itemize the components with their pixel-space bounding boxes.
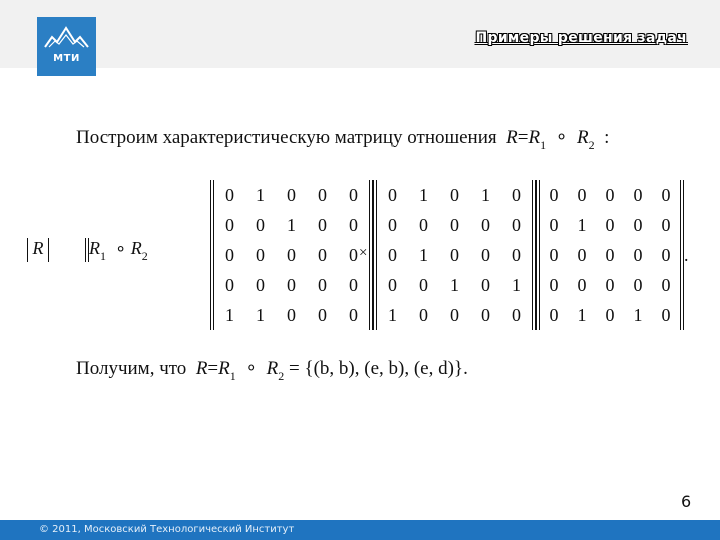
matrix-row bbox=[540, 210, 680, 240]
logo-text: МТИ bbox=[53, 53, 80, 64]
matrix-cell: 0 bbox=[256, 274, 265, 295]
matrix-cell: 1 bbox=[256, 184, 265, 205]
slide-title: Примеры решения задач bbox=[475, 30, 687, 46]
matrix-cell: 0 bbox=[287, 244, 296, 265]
matrix-cell: 0 bbox=[256, 214, 265, 235]
matrix-cell: 0 bbox=[605, 184, 615, 205]
matrix-cell: 1 bbox=[633, 304, 643, 325]
matrix-cell: 0 bbox=[549, 184, 559, 205]
result-formula: $R=R_1$ ∘ $R_2$ = bbox=[195, 358, 300, 383]
end-dot: . bbox=[684, 245, 689, 265]
matrix-row bbox=[540, 240, 680, 270]
intro-text: Построим характеристическую матрицу отношения bbox=[76, 127, 497, 148]
matrix-cell: 0 bbox=[450, 214, 459, 235]
matrix-cell: 0 bbox=[605, 244, 615, 265]
intro-line bbox=[76, 126, 610, 152]
matrix-cell: 1 bbox=[512, 274, 521, 295]
page-number: 6 bbox=[681, 492, 692, 511]
matrix-cell: 0 bbox=[661, 244, 671, 265]
matrix-cell: 0 bbox=[577, 244, 587, 265]
matrix-cell: 0 bbox=[605, 274, 615, 295]
matrix-cell: 0 bbox=[512, 184, 521, 205]
matrix-cell: 0 bbox=[633, 274, 643, 295]
matrix-cell: 0 bbox=[318, 244, 327, 265]
result-line: Получим, что $R=R_1$ ∘ $R_2 = \{(b$, b), (e, b), (e, d)}. bbox=[76, 358, 468, 383]
matrix-row bbox=[214, 270, 369, 300]
matrix-cell: 0 bbox=[388, 244, 397, 265]
matrix-cell: 1 bbox=[577, 304, 587, 325]
matrix-cell: 1 bbox=[481, 184, 490, 205]
matrix-cell: 1 bbox=[450, 274, 459, 295]
matrix-cell: 0 bbox=[388, 274, 397, 295]
matrix-cell: 0 bbox=[287, 304, 296, 325]
intro-formula: $R=R_1$ ∘ $R_2$ : bbox=[506, 127, 610, 152]
matrix-row bbox=[377, 180, 532, 210]
matrix-equation bbox=[0, 175, 720, 335]
matrix-cell: 0 bbox=[549, 304, 559, 325]
matrix-cell: 0 bbox=[318, 184, 327, 205]
footer-copyright: © 2011, Московский Технологический Институт bbox=[39, 524, 295, 535]
matrix-cell: 0 bbox=[481, 304, 490, 325]
matrix-cell: 0 bbox=[481, 244, 490, 265]
matrix-cell: 0 bbox=[577, 184, 587, 205]
matrix-cell: 0 bbox=[633, 214, 643, 235]
matrix-cell: 0 bbox=[605, 304, 615, 325]
matrix-cell: 0 bbox=[512, 244, 521, 265]
matrix-cell: 0 bbox=[549, 274, 559, 295]
matrix-cell: 1 bbox=[419, 244, 428, 265]
result-text: Получим, что bbox=[76, 358, 187, 379]
matrix-r1 bbox=[210, 180, 373, 330]
matrix-cell: 0 bbox=[287, 184, 296, 205]
matrix-cell: 0 bbox=[481, 214, 490, 235]
matrix-cell: 0 bbox=[549, 214, 559, 235]
matrix-row bbox=[377, 210, 532, 240]
matrix-result bbox=[536, 180, 684, 330]
matrix-cell: 0 bbox=[349, 184, 358, 205]
matrix-cell: 0 bbox=[512, 304, 521, 325]
matrix-cell: 0 bbox=[481, 274, 490, 295]
matrix-cell: 0 bbox=[256, 244, 265, 265]
matrix-cell: 0 bbox=[450, 304, 459, 325]
matrix-row bbox=[540, 180, 680, 210]
matrix-cell: 0 bbox=[605, 214, 615, 235]
matrix-row bbox=[377, 240, 532, 270]
matrix-cell: 0 bbox=[388, 214, 397, 235]
matrix-r2 bbox=[373, 180, 536, 330]
matrix-row bbox=[377, 270, 532, 300]
matrix-cell: 0 bbox=[549, 244, 559, 265]
matrix-cell: 0 bbox=[225, 244, 234, 265]
matrix-cell: 1 bbox=[287, 214, 296, 235]
matrix-row bbox=[214, 210, 369, 240]
matrix-row bbox=[377, 300, 532, 330]
matrix-cell: 0 bbox=[225, 214, 234, 235]
matrix-cell: 0 bbox=[419, 304, 428, 325]
matrix-cell: 0 bbox=[419, 214, 428, 235]
matrix-cell: 0 bbox=[318, 304, 327, 325]
footer-band bbox=[0, 520, 720, 540]
matrix-cell: 0 bbox=[661, 214, 671, 235]
lhs-formula: R $R_1$ ∘ $R_2$ bbox=[27, 238, 148, 262]
matrix-cell: 1 bbox=[388, 304, 397, 325]
matrix-row bbox=[214, 300, 369, 330]
matrix-cell: 0 bbox=[661, 184, 671, 205]
matrix-cell: 0 bbox=[633, 244, 643, 265]
mountain-logo-icon bbox=[37, 17, 96, 76]
matrix-cell: 1 bbox=[419, 184, 428, 205]
matrix-row bbox=[214, 240, 369, 270]
matrix-cell: 0 bbox=[287, 274, 296, 295]
matrix-cell: 0 bbox=[512, 214, 521, 235]
matrix-cell: 0 bbox=[388, 184, 397, 205]
matrix-cell: 0 bbox=[349, 304, 358, 325]
matrix-cell: 0 bbox=[633, 184, 643, 205]
matrix-cell: 0 bbox=[349, 244, 358, 265]
matrix-cell: 0 bbox=[450, 184, 459, 205]
matrix-cell: 0 bbox=[349, 214, 358, 235]
matrix-cell: 0 bbox=[318, 214, 327, 235]
matrix-cell: 1 bbox=[256, 304, 265, 325]
matrix-cell: 1 bbox=[225, 304, 234, 325]
matrix-cell: 0 bbox=[577, 274, 587, 295]
matrix-cell: 0 bbox=[225, 184, 234, 205]
matrix-cell: 1 bbox=[577, 214, 587, 235]
matrix-row bbox=[540, 300, 680, 330]
matrix-cell: 0 bbox=[318, 274, 327, 295]
mti-logo bbox=[37, 17, 96, 76]
matrix-row bbox=[214, 180, 369, 210]
matrix-cell: 0 bbox=[349, 274, 358, 295]
matrix-cell: 0 bbox=[419, 274, 428, 295]
matrix-cell: 0 bbox=[450, 244, 459, 265]
matrix-cell: 0 bbox=[661, 304, 671, 325]
times-sign: × bbox=[359, 245, 368, 261]
matrix-row bbox=[540, 270, 680, 300]
result-set: {(b, b), (e, b), (e, d)} bbox=[304, 358, 464, 379]
matrix-cell: 0 bbox=[661, 274, 671, 295]
matrix-cell: 0 bbox=[225, 274, 234, 295]
